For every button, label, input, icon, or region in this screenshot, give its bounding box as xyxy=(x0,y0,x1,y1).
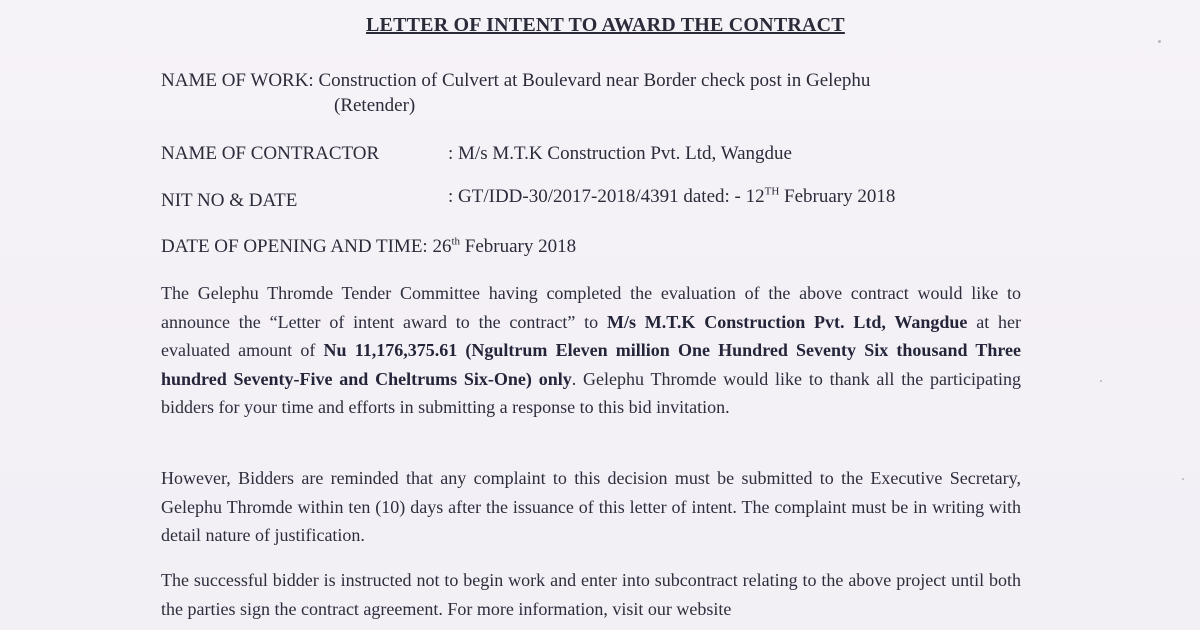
document-title: LETTER OF INTENT TO AWARD THE CONTRACT xyxy=(366,14,845,36)
date-of-opening-label: DATE OF OPENING AND TIME: xyxy=(161,236,428,257)
name-of-work-label: NAME OF WORK: xyxy=(161,70,314,91)
name-of-contractor-value: : M/s M.T.K Construction Pvt. Ltd, Wangdue xyxy=(448,143,792,164)
name-of-contractor-label: NAME OF CONTRACTOR xyxy=(161,143,380,164)
award-text-3: . Gelephu Thromde would like to thank all the participating bidders for your time and efforts in submitting a response to this bid invitation. xyxy=(161,368,1021,417)
nit-value-prefix: : GT/IDD-30/2017-2018/4391 dated: - 12 xyxy=(448,186,765,207)
nit-value-ordinal: TH xyxy=(764,185,780,198)
scan-speck xyxy=(1158,40,1161,43)
award-text-1: The Gelephu Thromde Tender Committee having completed the evaluation of the above contract would like to announce the “Letter of intent award to the contract” to xyxy=(161,283,1021,332)
complaint-paragraph: However, Bidders are reminded that any complaint to this decision must be submitted to the Executive Secretary, Gelephu Thromde within ten (10) days after the issuance of this letter of intent. The complaint must be in writing with detail nature of justification. xyxy=(161,468,1021,545)
nit-no-date-label: NIT NO & DATE xyxy=(161,190,298,211)
date-of-opening-row xyxy=(161,236,576,258)
award-contractor-name: M/s M.T.K Construction Pvt. Ltd, Wangdue xyxy=(606,311,968,332)
award-amount: Nu 11,176,375.61 (Ngultrum Eleven million One Hundred Seventy Six thousand Three hundred Seventy-Five and Cheltrums Six-One) only xyxy=(161,340,1021,389)
date-of-opening-suffix: February 2018 xyxy=(460,236,577,257)
scan-speck xyxy=(1182,478,1184,480)
date-of-opening-ordinal: th xyxy=(451,235,461,248)
nit-no-date-value xyxy=(448,186,895,208)
name-of-work-value: Construction of Culvert at Boulevard near Border check post in Gelephu xyxy=(318,70,871,91)
nit-value-suffix: February 2018 xyxy=(779,186,896,207)
date-of-opening-prefix: 26 xyxy=(427,236,452,257)
name-of-work-value-continued: (Retender) xyxy=(334,95,416,116)
instruction-paragraph: The successful bidder is instructed not to begin work and enter into subcontract relating to the above project until both the parties sign the contract agreement. For more information, visit our website xyxy=(161,570,1021,619)
name-of-work-row xyxy=(161,70,870,92)
award-text-2: at her evaluated amount of xyxy=(161,311,1021,360)
award-paragraph xyxy=(161,279,1021,422)
scan-speck xyxy=(1100,380,1102,382)
